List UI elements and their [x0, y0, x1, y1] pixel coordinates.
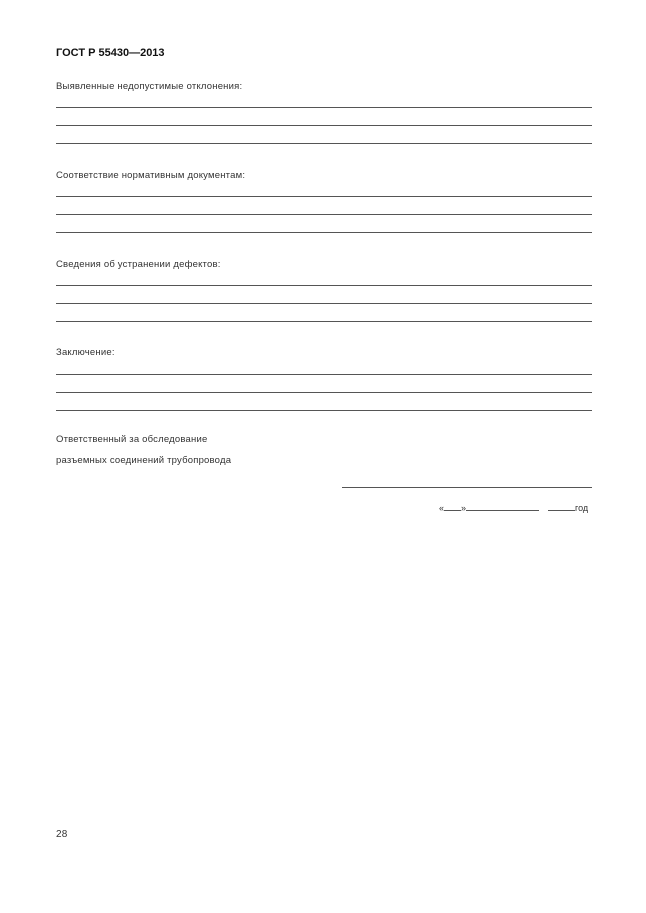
day-blank — [444, 501, 461, 511]
section-label-defects: Сведения об устранении дефектов: — [56, 259, 221, 270]
section-label-deviations: Выявленные недопустимые отклонения: — [56, 81, 243, 92]
fill-line — [56, 107, 592, 108]
date-field — [439, 501, 588, 513]
fill-line — [56, 232, 592, 233]
open-quote: « — [439, 503, 445, 513]
page-number: 28 — [56, 829, 68, 840]
section-label-compliance: Соответствие нормативным документам: — [56, 170, 246, 181]
responsible-line2: разъемных соединений трубопровода — [56, 455, 232, 466]
year-label: год — [575, 503, 589, 513]
fill-line — [56, 285, 592, 286]
fill-line — [56, 214, 592, 215]
fill-line — [56, 410, 592, 411]
year-blank — [548, 501, 575, 511]
fill-line — [56, 374, 592, 375]
fill-line — [56, 303, 592, 304]
fill-line — [56, 196, 592, 197]
responsible-line1: Ответственный за обследование — [56, 434, 208, 445]
fill-line — [56, 143, 592, 144]
fill-line — [56, 321, 592, 322]
signature-line — [342, 487, 592, 488]
month-blank — [466, 501, 539, 511]
document-header: ГОСТ Р 55430—2013 — [56, 47, 165, 59]
section-label-conclusion: Заключение: — [56, 347, 115, 358]
fill-line — [56, 125, 592, 126]
close-quote: » — [461, 503, 467, 513]
fill-line — [56, 392, 592, 393]
